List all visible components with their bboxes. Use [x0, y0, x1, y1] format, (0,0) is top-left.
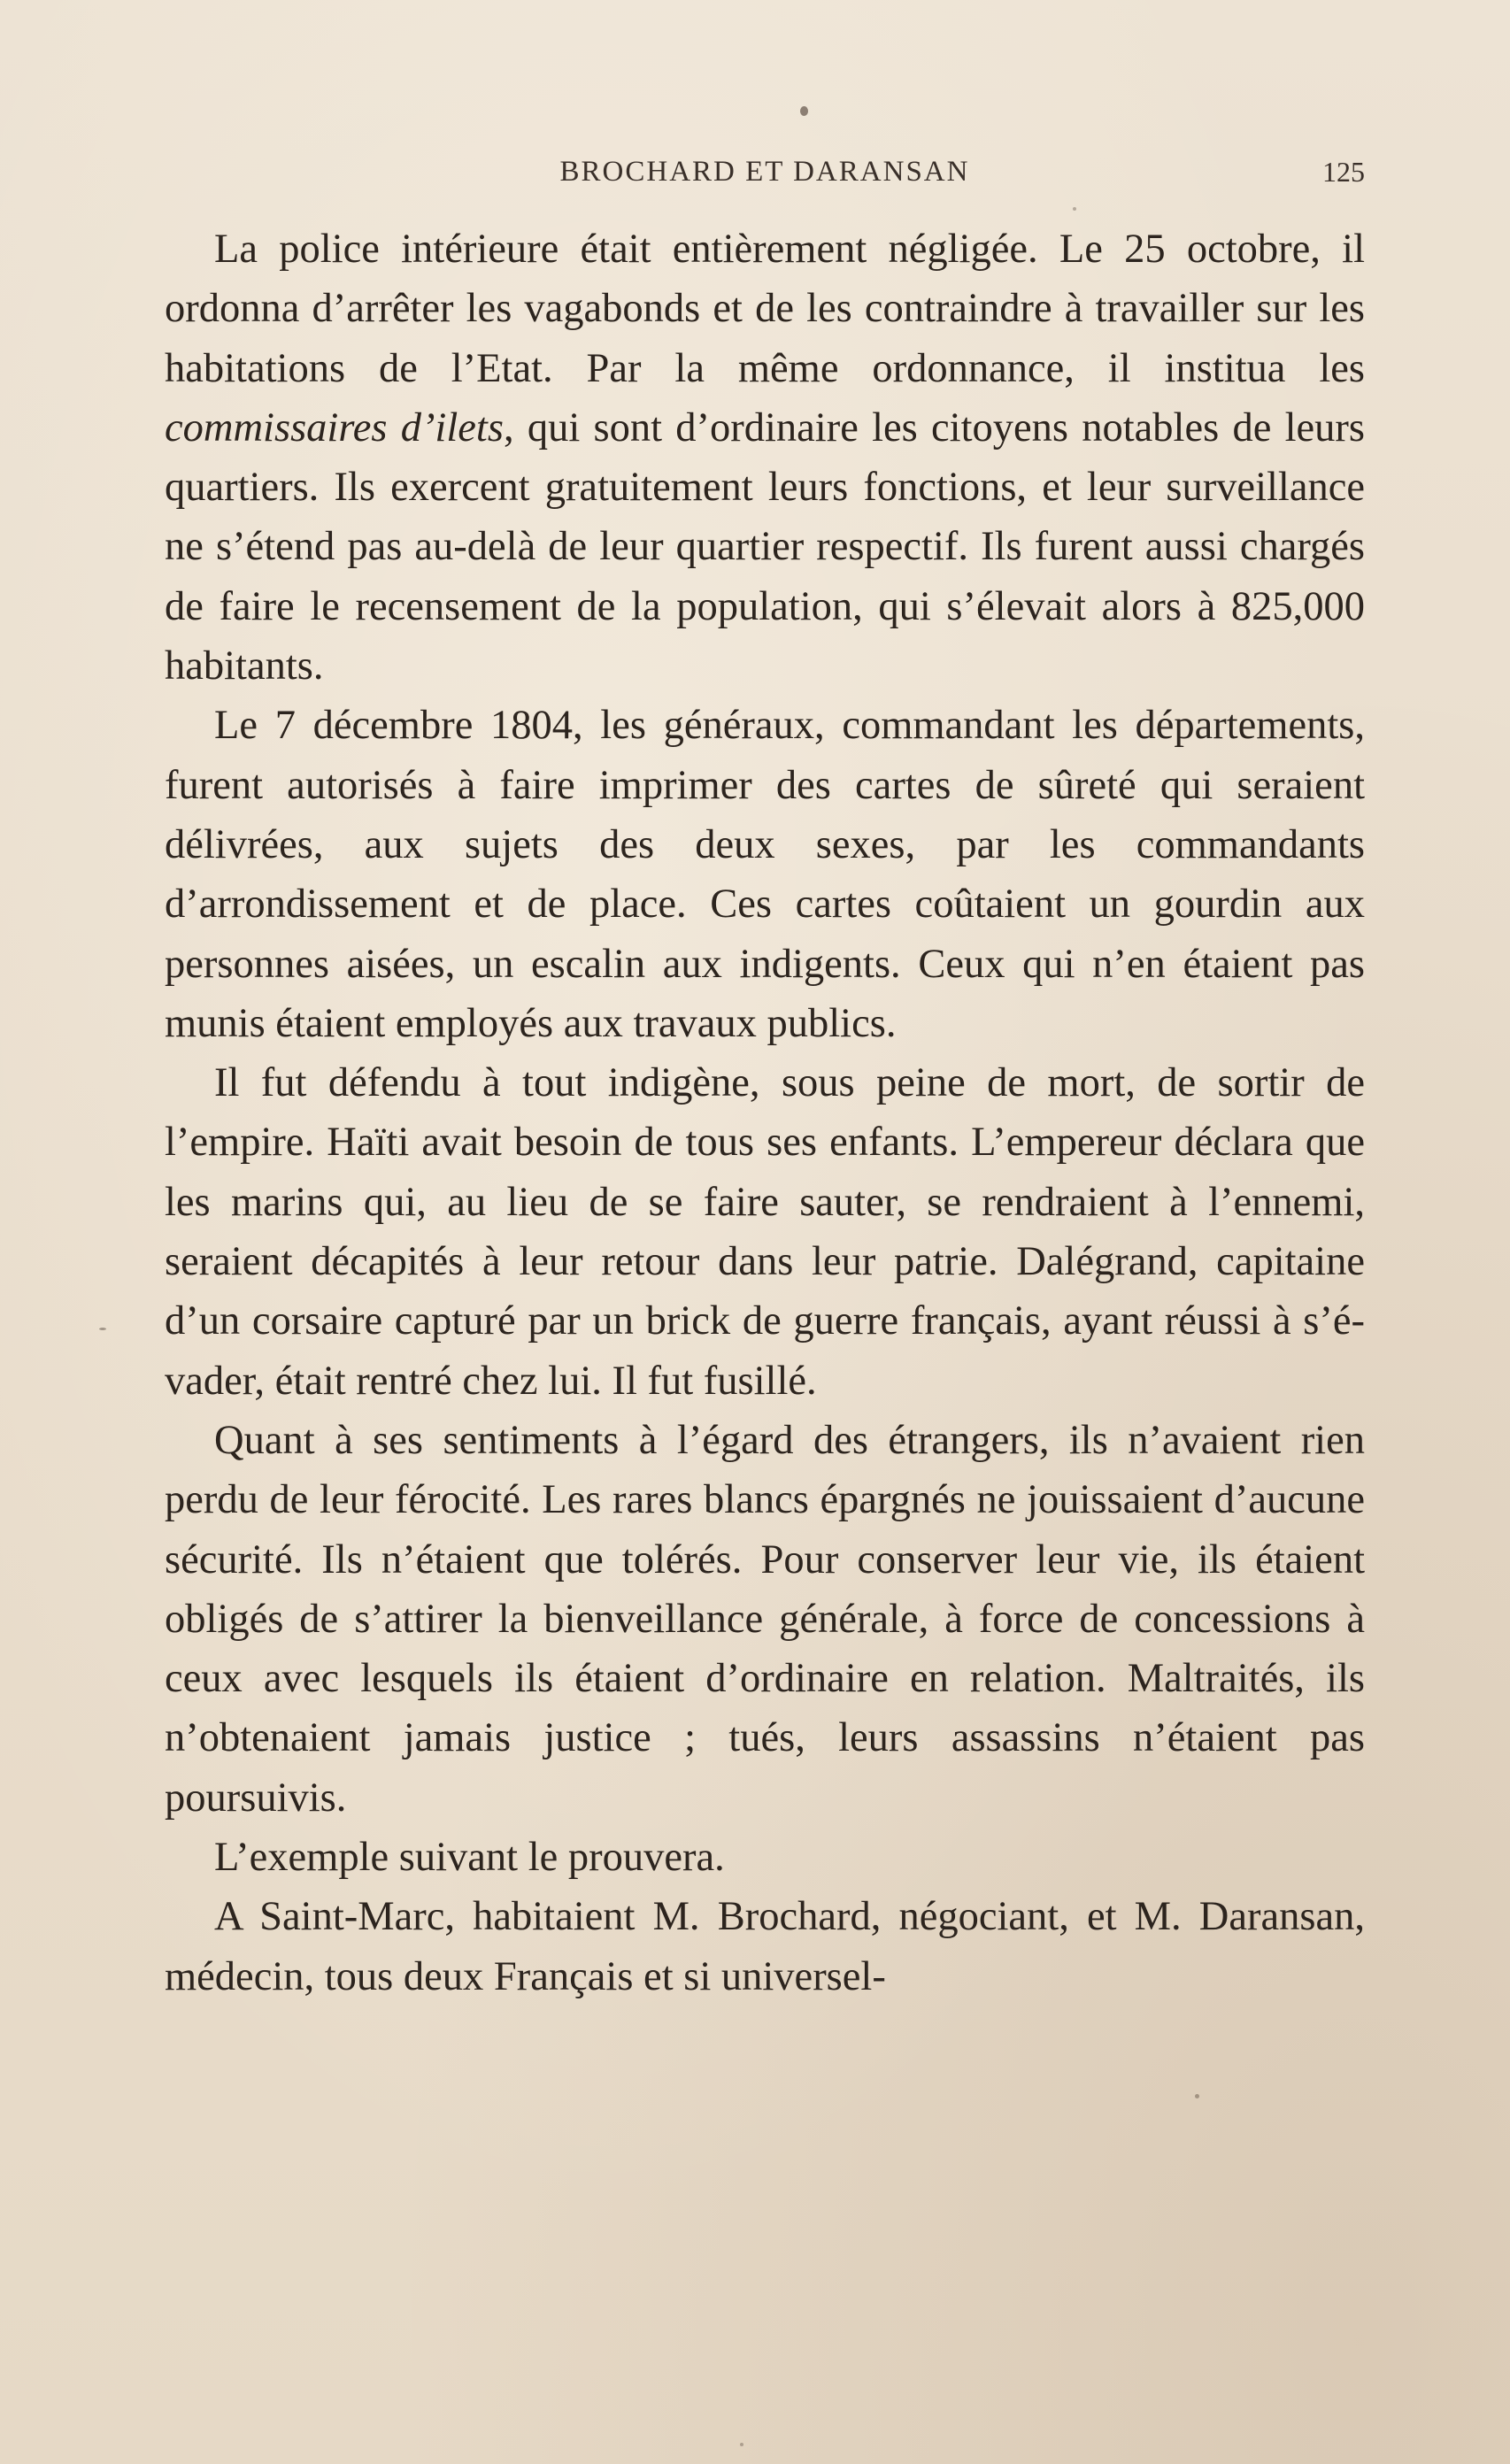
running-header: [165, 156, 1365, 200]
ink-speck: [800, 106, 808, 116]
paragraph-text: , qui sont d’ordinaire les citoyens notables de leurs quartiers. Ils exercent gratuitement leurs fonctions, et leur surveillance ne s’étend pas au-delà de leur quartier respectif. Ils furent aussi chargés de faire le recensement de la population, qui s’élevait alors à 825,000 habitants.: [165, 404, 1365, 689]
ink-speck: [99, 1328, 106, 1330]
running-title: BROCHARD ET DARANSAN: [559, 156, 970, 188]
paragraph-police: [165, 219, 1365, 696]
page-number: 125: [1322, 156, 1365, 188]
paragraph-etrangers: Quant à ses sentiments à l’égard des étrangers, ils n’avaient rien perdu de leur férocité. Les rares blancs épargnés ne jouissaient d’aucune sécurité. Ils n’étaient que tolérés. Pour conserver leur vie, ils étaient obligés de s’attirer la bienveillance générale, à force de concessions à ceux avec lesquels ils étaient d’ordinaire en relation. Maltraités, ils n’obtenaient jamais justice ; tués, leurs assassins n’étaient pas poursuivis.: [165, 1417, 1365, 1821]
ink-speck: [1073, 207, 1076, 211]
paragraph-saint-marc: A Saint-Marc, habitaient M. Brochard, négociant, et M. Daransan, médecin, tous deux Français et si universel-: [165, 1894, 1365, 1999]
paragraph-defense: Il fut défendu à tout indigène, sous peine de mort, de sortir de l’empire. Haïti avait besoin de tous ses enfants. L’empereur déclara que les marins qui, au lieu de se faire sauter, se rendraient à l’ennemi, seraient décapités à leur retour dans leur patrie. Dalégrand, capitaine d’un corsaire capturé par un brick de guerre français, ayant réussi à s’évader, était rentré chez lui. Il fut fusillé.: [165, 1060, 1365, 1404]
paragraph-text: La police intérieure était entièrement négligée. Le 25 octobre, il ordonna d’arrêter les vagabonds et de les contraindre à travailler sur les habitations de l’Etat. Par la même ordonnance, il institua les: [165, 227, 1365, 391]
ink-speck: [1195, 2094, 1199, 2098]
paragraph-cartes: Le 7 décembre 1804, les généraux, commandant les départements, furent autorisés à faire imprimer des cartes de sûreté qui seraient délivrées, aux sujets des deux sexes, par les commandants d’arrondissement et de place. Ces cartes coûtaient un gourdin aux personnes aisées, un escalin aux indigents. Ceux qui n’en étaient pas munis étaient employés aux travaux publics.: [165, 703, 1365, 1046]
emphasis-term: commissaires d’ilets: [165, 404, 504, 450]
ink-speck: [740, 2443, 743, 2446]
body-text: [165, 219, 1365, 2006]
paragraph-exemple: L’exemple suivant le prouvera.: [214, 1835, 725, 1881]
